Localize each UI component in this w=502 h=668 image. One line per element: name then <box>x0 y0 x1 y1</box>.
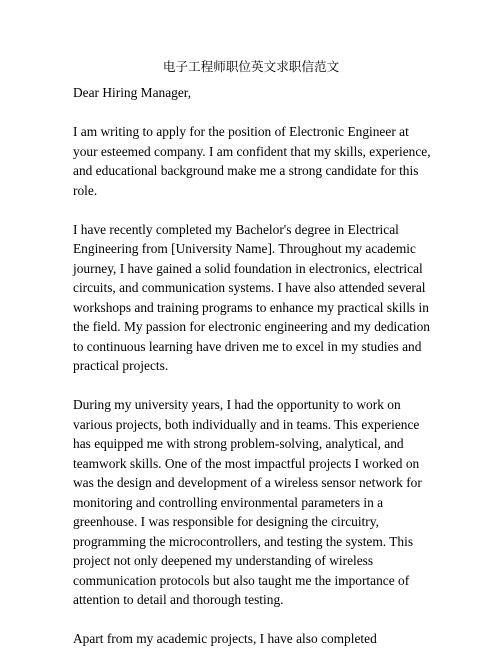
paragraph-projects: During my university years, I had the opportunity to work on various projects, both individually and in teams. This experience has equipped me with strong problem-solving, analytical, and teamwork skills. One of the most impactful projects I worked on was the design and development of a wireless sensor network for monitoring and controlling environmental parameters in a greenhouse. I was responsible for designing the circuitry, programming the microcontrollers, and testing the system. This project not only deepened my understanding of wireless communication protocols but also taught me the importance of attention to detail and thorough testing. <box>73 397 422 607</box>
paragraph-intro: I am writing to apply for the position of Electronic Engineer at your esteemed company. I am confident that my skills, experience, and educational background make me a strong candidate for this role. <box>73 124 431 198</box>
paragraph-education: I have recently completed my Bachelor's degree in Electrical Engineering from [University Name]. Throughout my academic journey, I have gained a solid foundation in electronics, electrical circuits, and communication systems. I have also attended several workshops and training programs to enhance my practical skills in the field. My passion for electronic engineering and my dedication to continuous learning have driven me to excel in my studies and practical projects. <box>73 221 430 373</box>
document-title: 电子工程师职位英文求职信范文 <box>162 59 340 74</box>
paragraph-additional: Apart from my academic projects, I have also completed <box>73 631 377 646</box>
salutation: Dear Hiring Manager, <box>73 85 192 100</box>
letter-body <box>73 83 433 668</box>
